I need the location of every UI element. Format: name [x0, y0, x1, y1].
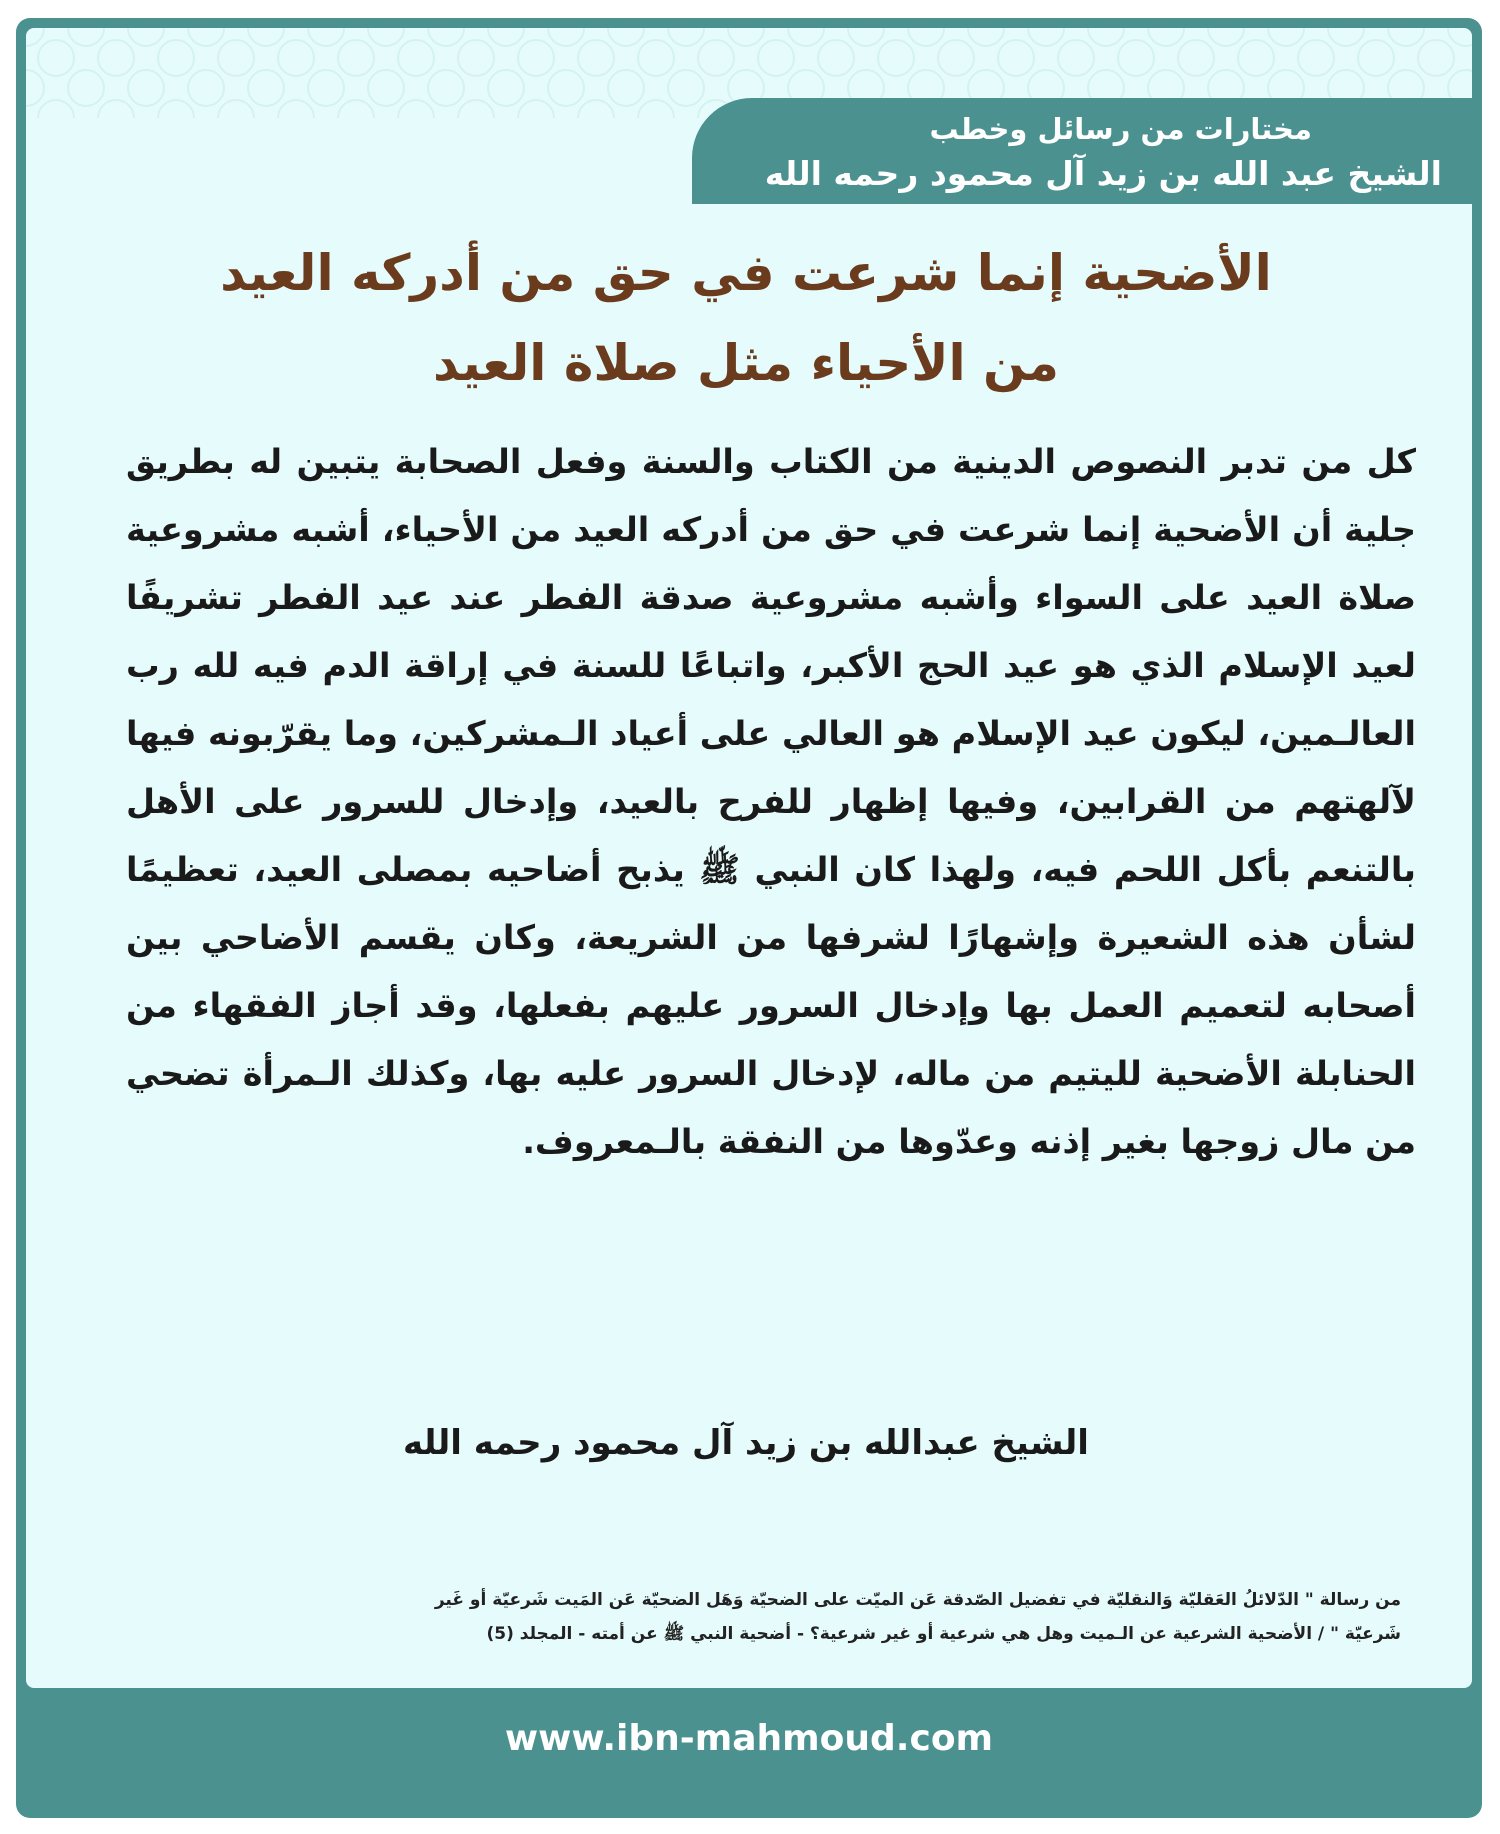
source-citation-line1: من رسالة " الدّلائلُ العَقليّة وَالنقليّة في تفضيل الصّدقة عَن الميّت على الضحيّة وَهَل الضحيّة عَن المَيت شَرعيّة أو غَير — [434, 1590, 1401, 1610]
page-frame — [16, 18, 1482, 1818]
article-title — [86, 228, 1406, 408]
content-card — [26, 28, 1472, 1688]
series-title: مختارات من رسائل وخطب — [929, 112, 1312, 146]
source-citation-line2: شَرعيّة " / الأضحية الشرعية عن الـميت وهل هي شرعية أو غير شرعية؟ - أضحية النبي ﷺ عن أمته - المجلد (5) — [486, 1624, 1401, 1644]
source-citation — [146, 1583, 1401, 1651]
article-title-line1: الأضحية إنما شرعت في حق من أدركه العيد — [220, 244, 1272, 302]
series-header — [692, 98, 1472, 204]
author-signature: الشيخ عبدالله بن زيد آل محمود رحمه الله — [403, 1423, 1089, 1463]
article-title-line2: من الأحياء مثل صلاة العيد — [433, 334, 1059, 392]
author-name: الشيخ عبد الله بن زيد آل محمود رحمه الله — [764, 154, 1442, 193]
article-body: كل من تدبر النصوص الدينية من الكتاب والسنة وفعل الصحابة يتبين له بطريق جلية أن الأضحية إنما شرعت في حق من أدركه العيد من الأحياء، أشبه مشروعية صلاة العيد على السواء وأشبه مشروعية صدقة الفطر عند عيد الفطر تشريفًا لعيد الإسلام الذي هو عيد الحج الأكبر، واتباعًا للسنة في إراقة الدم فيه لله رب العالـمين، ليكون عيد الإسلام هو العالي على أعياد الـمشركين، وما يقرّبونه فيها لآلهتهم من القرابين، وفيها إظهار للفرح بالعيد، وإدخال للسرور على الأهل بالتنعم بأكل اللحم فيه، ولهذا كان النبي ﷺ يذبح أضاحيه بمصلى العيد، تعظيمًا لشأن هذه الشعيرة وإشهارًا لشرفها من الشريعة، وكان يقسم الأضاحي بين أصحابه لتعميم العمل بها وإدخال السرور عليهم بفعلها، وقد أجاز الفقهاء من الحنابلة الأضحية لليتيم من ماله، لإدخال السرور عليه بها، وكذلك الـمرأة تضحي من مال زوجها بغير إذنه وعدّوها من النفقة بالـمعروف. — [126, 442, 1416, 1161]
website-link[interactable]: www.ibn-mahmoud.com — [504, 1718, 994, 1759]
